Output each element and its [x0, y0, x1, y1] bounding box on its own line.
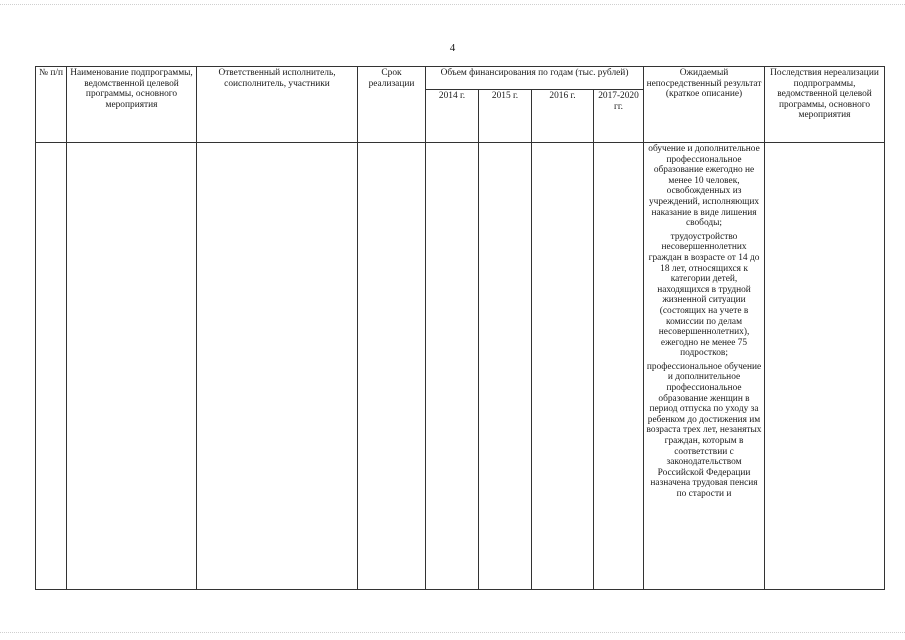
header-row	[36, 67, 885, 90]
cell-consequences	[765, 143, 885, 590]
table-row	[36, 143, 885, 590]
col-header-year-2015: 2015 г.	[479, 90, 532, 143]
result-paragraph: профессиональное обучение и дополнительное профессиональное образование женщин в период отпуска по уходу за ребенком до достижения им возраста трех лет, незанятых граждан, которым в соответствии с законодательством Российской Федерации назначена трудовая пенсия по старости и	[646, 361, 762, 499]
cell-number	[36, 143, 67, 590]
col-header-year-2017-2020: 2017-2020 гг.	[594, 90, 644, 143]
col-header-year-2016: 2016 г.	[532, 90, 594, 143]
page-number: 4	[449, 42, 456, 54]
scan-edge-bottom	[0, 632, 905, 637]
cell-funding-2015	[479, 143, 532, 590]
col-header-result: Ожидаемый непосредственный результат (краткое описание)	[644, 67, 765, 143]
col-header-consequences: Последствия нереализации подпрограммы, ведомственной целевой программы, основного мероприятия	[765, 67, 885, 143]
col-header-executor: Ответственный исполнитель, соисполнитель, участники	[197, 67, 358, 143]
scan-edge-top	[0, 0, 905, 5]
cell-funding-2016	[532, 143, 594, 590]
col-header-term: Срок реализации	[358, 67, 426, 143]
cell-executor	[197, 143, 358, 590]
result-paragraph: трудоустройство несовершеннолетних граждан в возрасте от 14 до 18 лет, относящихся к категории детей, находящихся в трудной жизненной ситуации (состоящих на учете в комиссии по делам несовершеннолетних), ежегодно не менее 75 подростков;	[648, 231, 760, 359]
cell-name	[67, 143, 197, 590]
result-paragraph: обучение и дополнительное профессиональное образование ежегодно не менее 10 человек, освобожденных из учреждений, исполняющих наказание в виде лишения свободы;	[648, 144, 760, 229]
cell-result	[644, 143, 765, 590]
col-header-funding: Объем финансирования по годам (тыс. рублей)	[426, 67, 644, 90]
col-header-name: Наименование подпрограммы, ведомственной целевой программы, основного мероприятия	[67, 67, 197, 143]
col-header-number: № п/п	[36, 67, 67, 143]
cell-funding-2014	[426, 143, 479, 590]
col-header-year-2014: 2014 г.	[426, 90, 479, 143]
cell-funding-2017-2020	[594, 143, 644, 590]
program-table	[35, 66, 885, 590]
cell-term	[358, 143, 426, 590]
